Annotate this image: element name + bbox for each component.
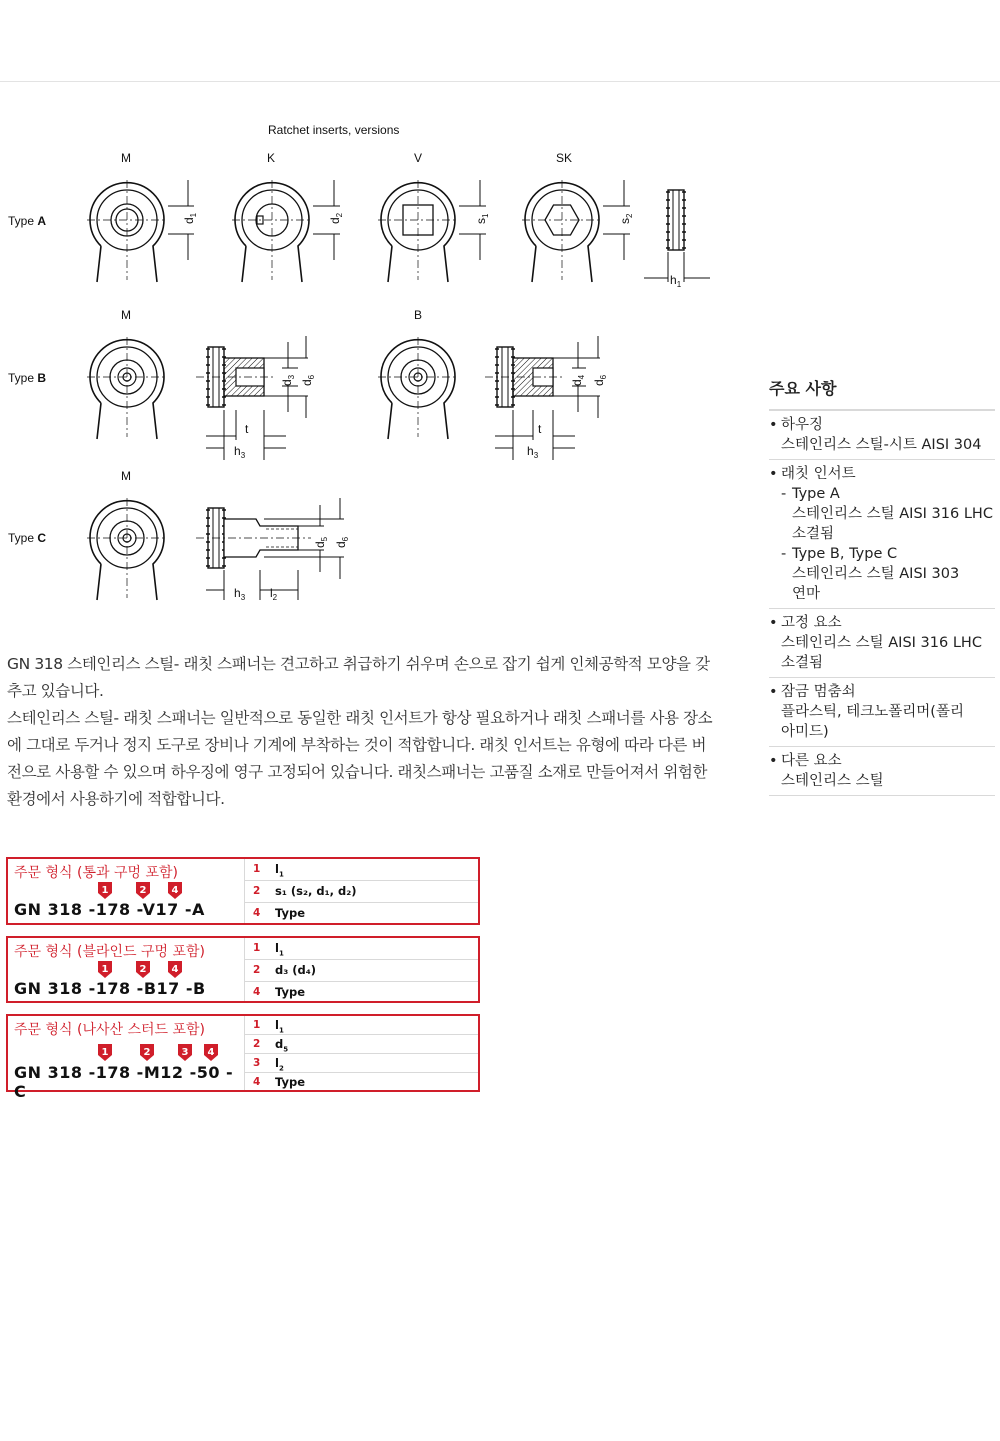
bullet: •: [769, 684, 778, 700]
feature-item: [769, 460, 995, 609]
svg-text:1: 1: [101, 964, 109, 975]
key-features-panel: [769, 376, 995, 796]
type-b-m-side: [196, 347, 276, 407]
svg-text:2: 2: [139, 885, 147, 896]
dim-d4: $d_4$: [570, 374, 586, 386]
type-a-label: Type A: [8, 214, 47, 228]
feature-value: 플라스틱, 테크노폴리머(폴리: [781, 704, 964, 720]
svg-text:3: 3: [181, 1047, 189, 1058]
dim-d1: $d_1$: [182, 212, 198, 224]
order-row: 1 $l_1$: [245, 1016, 478, 1035]
dim-h1: $h_1$: [670, 273, 682, 289]
order-row: 1 $l_1$: [245, 859, 478, 881]
version-label: B: [414, 308, 423, 322]
type-b-m-view: [87, 337, 167, 439]
type-c-m-view: [87, 498, 167, 600]
version-label: SK: [556, 151, 573, 165]
svg-text:2: 2: [143, 1047, 151, 1058]
svg-text:4: 4: [207, 1047, 215, 1058]
svg-text:1: 1: [101, 885, 109, 896]
dim-d6: $d_6$: [592, 374, 608, 386]
order-row: 4 Type: [253, 906, 306, 920]
type-b-b-side: [485, 347, 565, 407]
dim-t: t: [538, 422, 542, 436]
feature-value: 아미드): [781, 724, 829, 740]
dim-d5: $d_5$: [313, 536, 329, 548]
dim-t: t: [245, 422, 249, 436]
order-row: 2 s₁ (s₂, d₁, d₂): [245, 881, 478, 903]
svg-text:4: 4: [171, 964, 179, 975]
type-a-side-view: [666, 190, 686, 250]
order-example-through-hole: [6, 857, 480, 925]
feature-value: 연마: [792, 586, 821, 602]
dash: -: [781, 546, 787, 562]
version-label: K: [267, 151, 276, 165]
top-divider: [0, 81, 1000, 82]
feature-item: [769, 609, 995, 678]
svg-text:1: 1: [101, 1047, 109, 1058]
order-position-badges: [96, 960, 186, 980]
feature-sub-label: Type A: [792, 486, 840, 502]
dim-h3: $h_3$: [234, 444, 246, 460]
dim-h3: $h_3$: [527, 444, 539, 460]
type-a-dimensions: [168, 180, 710, 282]
bullet: •: [769, 417, 778, 433]
drawing-title: Ratchet inserts, versions: [268, 123, 400, 137]
feature-value: 스테인리스 스틸 AISI 316 LHC: [792, 506, 993, 522]
feature-item: [769, 678, 995, 747]
order-code: GN 318 -178 -V17 -A: [14, 900, 205, 919]
technical-drawing: [0, 110, 730, 610]
type-b-b-view: [378, 337, 458, 439]
dim-d2: $d_2$: [328, 212, 344, 224]
feature-value: 소결됨: [781, 655, 824, 671]
type-a-m-view: [87, 180, 167, 282]
bullet: •: [769, 753, 778, 769]
dim-d6: $d_6$: [300, 374, 316, 386]
dim-d3: $d_3$: [280, 374, 296, 386]
bullet: •: [769, 615, 778, 631]
order-row: 4 Type: [253, 1075, 306, 1089]
feature-sub-label: Type B, Type C: [792, 546, 898, 562]
description-paragraph: 스테인리스 스틸- 래칫 스패너는 일반적으로 동일한 래칫 인서트가 항상 필요하거나 래칫 스패너를 사용 장소에 그대로 두거나 정지 도구로 장비나 기계에 부착하는 것이 적합합니다. 래칫 인서트는 유형에 따라 다른 버전으로 사용할 수 있으며 하우징에 영구 고정되어 있습니다. 래칫스패너는 고품질 소재로 만들어져서 위험한 환경에서 사용하기에 적합합니다.: [7, 709, 713, 808]
svg-text:2: 2: [139, 964, 147, 975]
feature-value: 스테인리스 스틸-시트 AISI 304: [781, 437, 982, 453]
order-example-blind-hole: [6, 936, 480, 1003]
version-label: V: [414, 151, 423, 165]
order-code: GN 318 -178 -B17 -B: [14, 979, 206, 998]
order-title: 주문 형식 (블라인드 구멍 포함): [14, 944, 206, 960]
order-title: 주문 형식 (나사산 스터드 포함): [14, 1022, 206, 1038]
feature-item: [769, 747, 995, 796]
order-row: 4 Type: [253, 985, 306, 999]
feature-label: 하우징: [781, 417, 824, 433]
feature-value: 스테인리스 스틸: [781, 773, 884, 789]
feature-value: 스테인리스 스틸 AISI 303: [792, 566, 960, 582]
dim-h3: $h_3$: [234, 586, 246, 602]
feature-label: 래칫 인서트: [781, 466, 856, 482]
type-a-v-view: [378, 180, 458, 282]
type-a-k-view: [232, 180, 312, 282]
dim-d6: $d_6$: [334, 536, 350, 548]
feature-label: 고정 요소: [781, 615, 842, 631]
description-paragraph: GN 318 스테인리스 스틸- 래칫 스패너는 견고하고 취급하기 쉬우며 손으로 잡기 쉽게 인체공학적 모양을 갖추고 있습니다.: [7, 655, 710, 700]
feature-value: 스테인리스 스틸 AISI 316 LHC: [781, 635, 982, 651]
order-row: 3 $l_2$: [245, 1054, 478, 1073]
panel-title: 주요 사항: [769, 376, 995, 411]
feature-item: [769, 411, 995, 460]
feature-label: 잠금 멈춤쇠: [781, 684, 856, 700]
feature-label: 다른 요소: [781, 753, 842, 769]
order-row: 2 d₃ (d₄): [245, 960, 478, 982]
feature-value: 소결됨: [792, 526, 835, 542]
dash: -: [781, 486, 787, 502]
type-a-sk-view: [522, 180, 602, 282]
version-label: M: [121, 469, 131, 483]
bullet: •: [769, 466, 778, 482]
version-label: M: [121, 151, 131, 165]
dim-s2: $s_2$: [618, 213, 634, 224]
type-b-label: Type B: [8, 371, 47, 385]
order-title: 주문 형식 (통과 구멍 포함): [14, 865, 178, 881]
order-example-threaded-stud: [6, 1014, 480, 1101]
version-label: M: [121, 308, 131, 322]
order-code: GN 318 -178 -M12 -50 -C: [14, 1063, 234, 1101]
dim-l2: $l_2$: [270, 586, 278, 602]
type-b-dimensions: [206, 336, 600, 460]
type-c-side: [196, 508, 311, 568]
product-description: [7, 651, 719, 813]
type-c-label: Type C: [8, 531, 47, 545]
order-position-badges: [96, 881, 186, 901]
order-row: 1 $l_1$: [245, 938, 478, 960]
svg-text:4: 4: [171, 885, 179, 896]
order-row: 2 $d_5$: [245, 1035, 478, 1054]
dim-s1: $s_1$: [474, 213, 490, 224]
order-position-badges: [96, 1043, 226, 1063]
